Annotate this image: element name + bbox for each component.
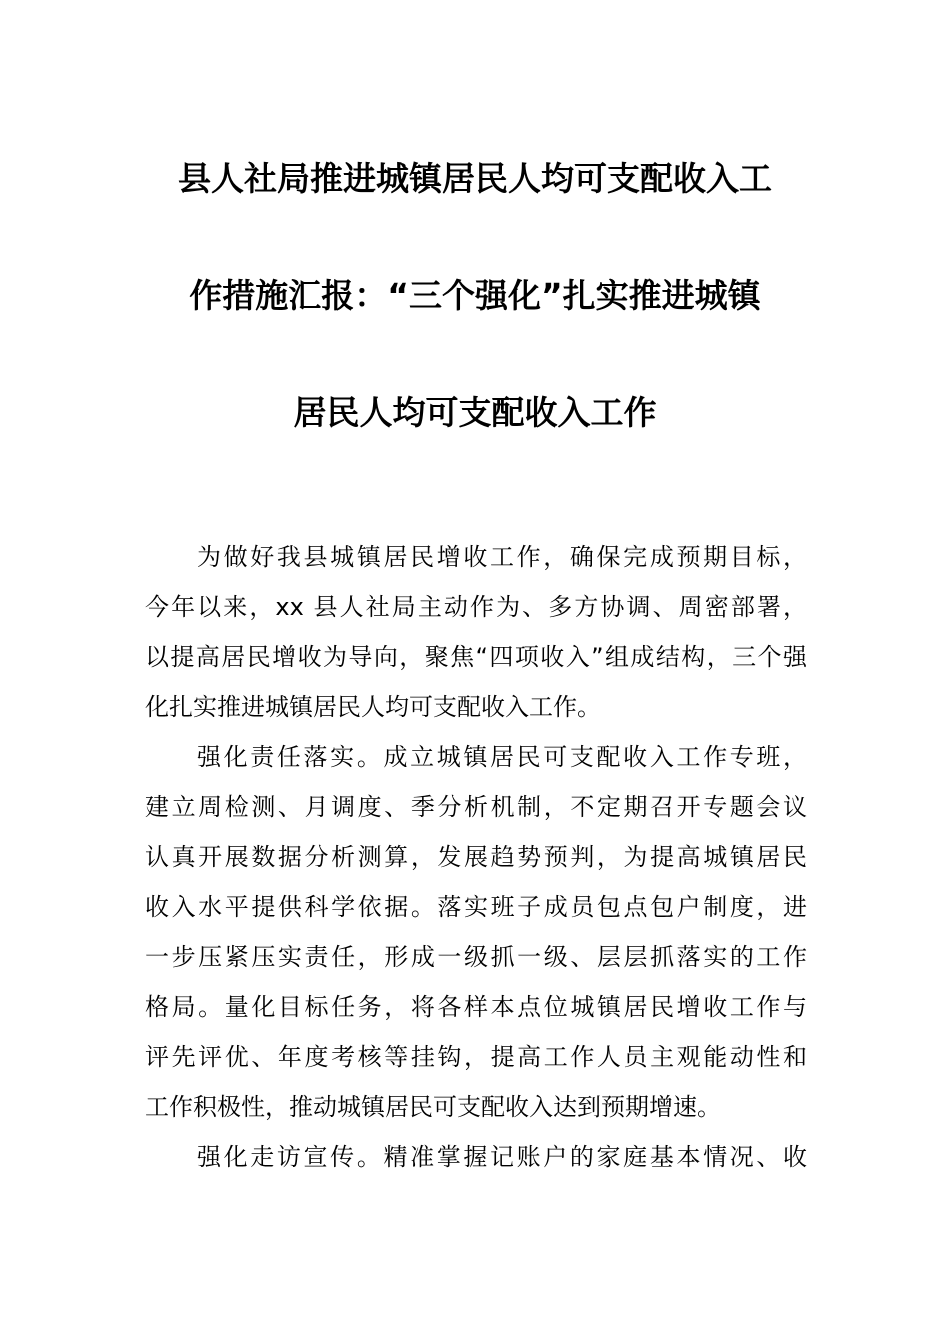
text-line: 格局。量化目标任务，将各样本点位城镇居民增收工作与 — [145, 993, 807, 1021]
text-line: 评先评优、年度考核等挂钩，提高工作人员主观能动性和 — [145, 1043, 807, 1071]
text-line: 建立周检测、月调度、季分析机制，不定期召开专题会议 — [145, 793, 807, 821]
paragraph-publicity — [145, 1132, 807, 1182]
title-line-1: 县人社局推进城镇居民人均可支配收入工 — [178, 159, 772, 198]
document-title — [140, 150, 810, 442]
title-line-2: 作措施汇报：“三个强化”扎实推进城镇 — [189, 276, 761, 315]
text-line: 强化责任落实。成立城镇居民可支配收入工作专班， — [197, 743, 807, 771]
text-line: 工作积极性，推动城镇居民可支配收入达到预期增速。 — [145, 1093, 721, 1121]
text-line: 一步压紧压实责任，形成一级抓一级、层层抓落实的工作 — [145, 943, 807, 971]
document-body — [145, 532, 807, 1182]
text-line: 今年以来，xx 县人社局主动作为、多方协调、周密部署， — [145, 593, 807, 621]
text-line: 收入水平提供科学依据。落实班子成员包点包户制度，进 — [145, 893, 807, 921]
title-line-3: 居民人均可支配收入工作 — [293, 393, 657, 432]
text-line: 认真开展数据分析测算，发展趋势预判，为提高城镇居民 — [145, 843, 807, 871]
text-line: 化扎实推进城镇居民人均可支配收入工作。 — [145, 693, 601, 721]
paragraph-responsibility — [145, 732, 807, 1132]
paragraph-intro — [145, 532, 807, 732]
text-line: 强化走访宣传。精准掌握记账户的家庭基本情况、收 — [197, 1143, 807, 1171]
text-line: 以提高居民增收为导向，聚焦“四项收入”组成结构，三个强 — [145, 643, 807, 671]
text-line: 为做好我县城镇居民增收工作，确保完成预期目标， — [197, 543, 807, 571]
